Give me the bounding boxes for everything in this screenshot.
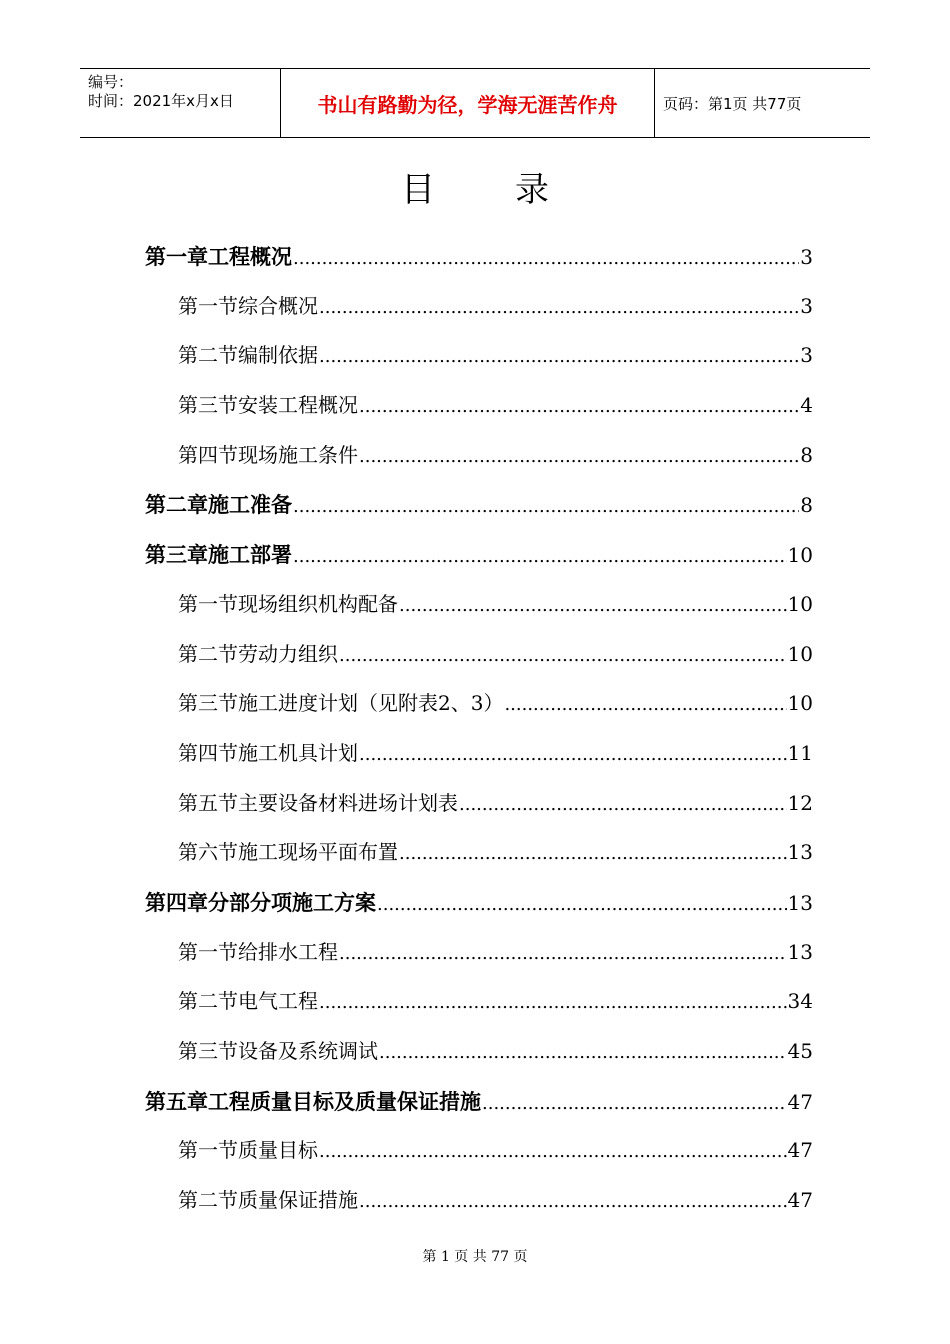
toc-section[interactable]	[145, 381, 813, 431]
toc-section[interactable]	[145, 1176, 813, 1226]
toc-page: 10	[787, 691, 813, 716]
page-title: 目录	[401, 170, 629, 210]
toc-section[interactable]	[145, 977, 813, 1027]
toc-page: 47	[787, 1089, 813, 1114]
toc-chapter-3[interactable]	[145, 530, 813, 580]
toc-page: 47	[787, 1138, 813, 1163]
toc-title: 设备及系统调试	[238, 1039, 378, 1063]
toc-page: 47	[787, 1188, 813, 1213]
toc-page: 4	[800, 393, 813, 418]
toc-leader	[482, 1079, 787, 1129]
toc-title: 施工准备	[208, 492, 292, 518]
toc-page: 12	[787, 790, 813, 815]
toc-leader	[377, 880, 787, 930]
toc-number: 第三章	[145, 542, 208, 568]
toc-number: 第二节	[178, 989, 238, 1014]
toc-number: 第二节	[178, 641, 238, 666]
toc-number: 第一节	[178, 939, 238, 964]
toc-section[interactable]	[145, 630, 813, 680]
toc-number: 第四节	[178, 740, 238, 765]
toc-number: 第二节	[178, 343, 238, 368]
toc-title: 电气工程	[238, 989, 318, 1014]
toc-leader	[359, 1177, 787, 1227]
toc-section[interactable]	[145, 729, 813, 779]
toc-leader	[339, 631, 787, 681]
toc-page: 3	[800, 293, 813, 318]
toc-page: 34	[787, 989, 813, 1014]
toc-title: 施工进度计划（见附表2、3）	[238, 691, 504, 716]
toc-number: 第四节	[178, 442, 238, 467]
toc-number: 第六节	[178, 840, 238, 865]
toc-title: 给排水工程	[238, 939, 338, 964]
toc-page: 13	[787, 840, 813, 865]
toc-section[interactable]	[145, 431, 813, 481]
toc-title: 现场施工条件	[238, 442, 358, 467]
toc-section[interactable]	[145, 928, 813, 978]
toc-leader	[319, 978, 787, 1028]
toc-title: 质量保证措施	[238, 1188, 358, 1213]
toc-leader	[359, 730, 787, 780]
toc-page: 10	[787, 641, 813, 666]
toc-section[interactable]	[145, 1126, 813, 1176]
toc-section[interactable]	[145, 679, 813, 729]
toc-section[interactable]	[145, 282, 813, 332]
toc-chapter-2[interactable]	[145, 480, 813, 530]
toc-leader	[379, 1028, 787, 1078]
toc-title: 工程概况	[208, 244, 292, 269]
toc-leader	[459, 780, 787, 830]
toc-title: 施工现场平面布置	[238, 840, 398, 865]
toc-leader	[399, 581, 787, 631]
toc-title: 劳动力组织	[238, 641, 338, 666]
toc-page: 3	[800, 343, 813, 368]
toc-page: 13	[787, 890, 813, 915]
toc-section[interactable]	[145, 828, 813, 878]
toc-number: 第一节	[178, 1138, 238, 1163]
toc-leader	[293, 532, 787, 582]
toc-title: 施工部署	[208, 542, 292, 568]
toc-section[interactable]	[145, 1027, 813, 1077]
toc-leader	[319, 1127, 787, 1177]
toc-page: 13	[787, 939, 813, 964]
toc-title: 现场组织机构配备	[238, 591, 398, 616]
toc-number: 第一章	[145, 244, 208, 269]
toc-page: 8	[800, 442, 813, 467]
toc-number: 第一节	[178, 591, 238, 616]
toc-leader	[504, 680, 786, 730]
toc-number: 第三节	[178, 393, 238, 418]
document-number-label: 编号：	[88, 73, 134, 91]
toc-page: 3	[800, 245, 813, 269]
toc-page: 11	[787, 740, 813, 765]
toc-chapter-5[interactable]	[145, 1077, 813, 1127]
toc-leader	[319, 283, 799, 333]
toc-chapter-1[interactable]	[145, 232, 813, 282]
toc-title: 施工机具计划	[238, 740, 358, 765]
toc-page: 10	[787, 591, 813, 616]
toc-number: 第二章	[145, 492, 208, 518]
toc-page: 45	[787, 1039, 813, 1063]
toc-leader	[399, 829, 787, 879]
toc-number: 第五章	[145, 1088, 208, 1114]
toc-number: 第五节	[178, 790, 238, 815]
toc-number: 第四章	[145, 889, 208, 915]
toc-leader	[339, 929, 787, 979]
toc-leader	[319, 332, 799, 382]
toc-title: 工程质量目标及质量保证措施	[208, 1088, 481, 1114]
toc-page: 8	[800, 493, 813, 518]
toc-title: 质量目标	[238, 1138, 318, 1163]
header-meta	[80, 69, 281, 137]
toc-section[interactable]	[145, 779, 813, 829]
toc-number: 第一节	[178, 293, 238, 318]
toc-title: 主要设备材料进场计划表	[238, 790, 458, 815]
toc-section[interactable]	[145, 331, 813, 381]
document-time-label: 时间：2021年x月x日	[88, 92, 234, 110]
toc-title: 安装工程概况	[238, 393, 358, 418]
page-footer: 第 1 页 共 77 页	[422, 1249, 528, 1265]
toc-chapter-4[interactable]	[145, 878, 813, 928]
toc-number: 第三节	[178, 1039, 238, 1063]
toc-leader	[359, 382, 799, 432]
toc-page: 10	[787, 543, 813, 568]
header-motto: 书山有路勤为径，学海无涯苦作舟	[281, 69, 655, 137]
toc-title: 编制依据	[238, 343, 318, 368]
page-header	[80, 68, 870, 138]
toc-leader	[293, 234, 799, 284]
toc-number: 第二节	[178, 1188, 238, 1213]
toc-leader	[293, 482, 799, 532]
table-of-contents	[145, 232, 813, 1226]
toc-title: 分部分项施工方案	[208, 889, 376, 915]
toc-title: 综合概况	[238, 293, 318, 318]
header-page-info: 页码：第1页 共77页	[663, 94, 802, 113]
toc-leader	[359, 432, 799, 482]
toc-section[interactable]	[145, 580, 813, 630]
toc-number: 第三节	[178, 691, 238, 716]
